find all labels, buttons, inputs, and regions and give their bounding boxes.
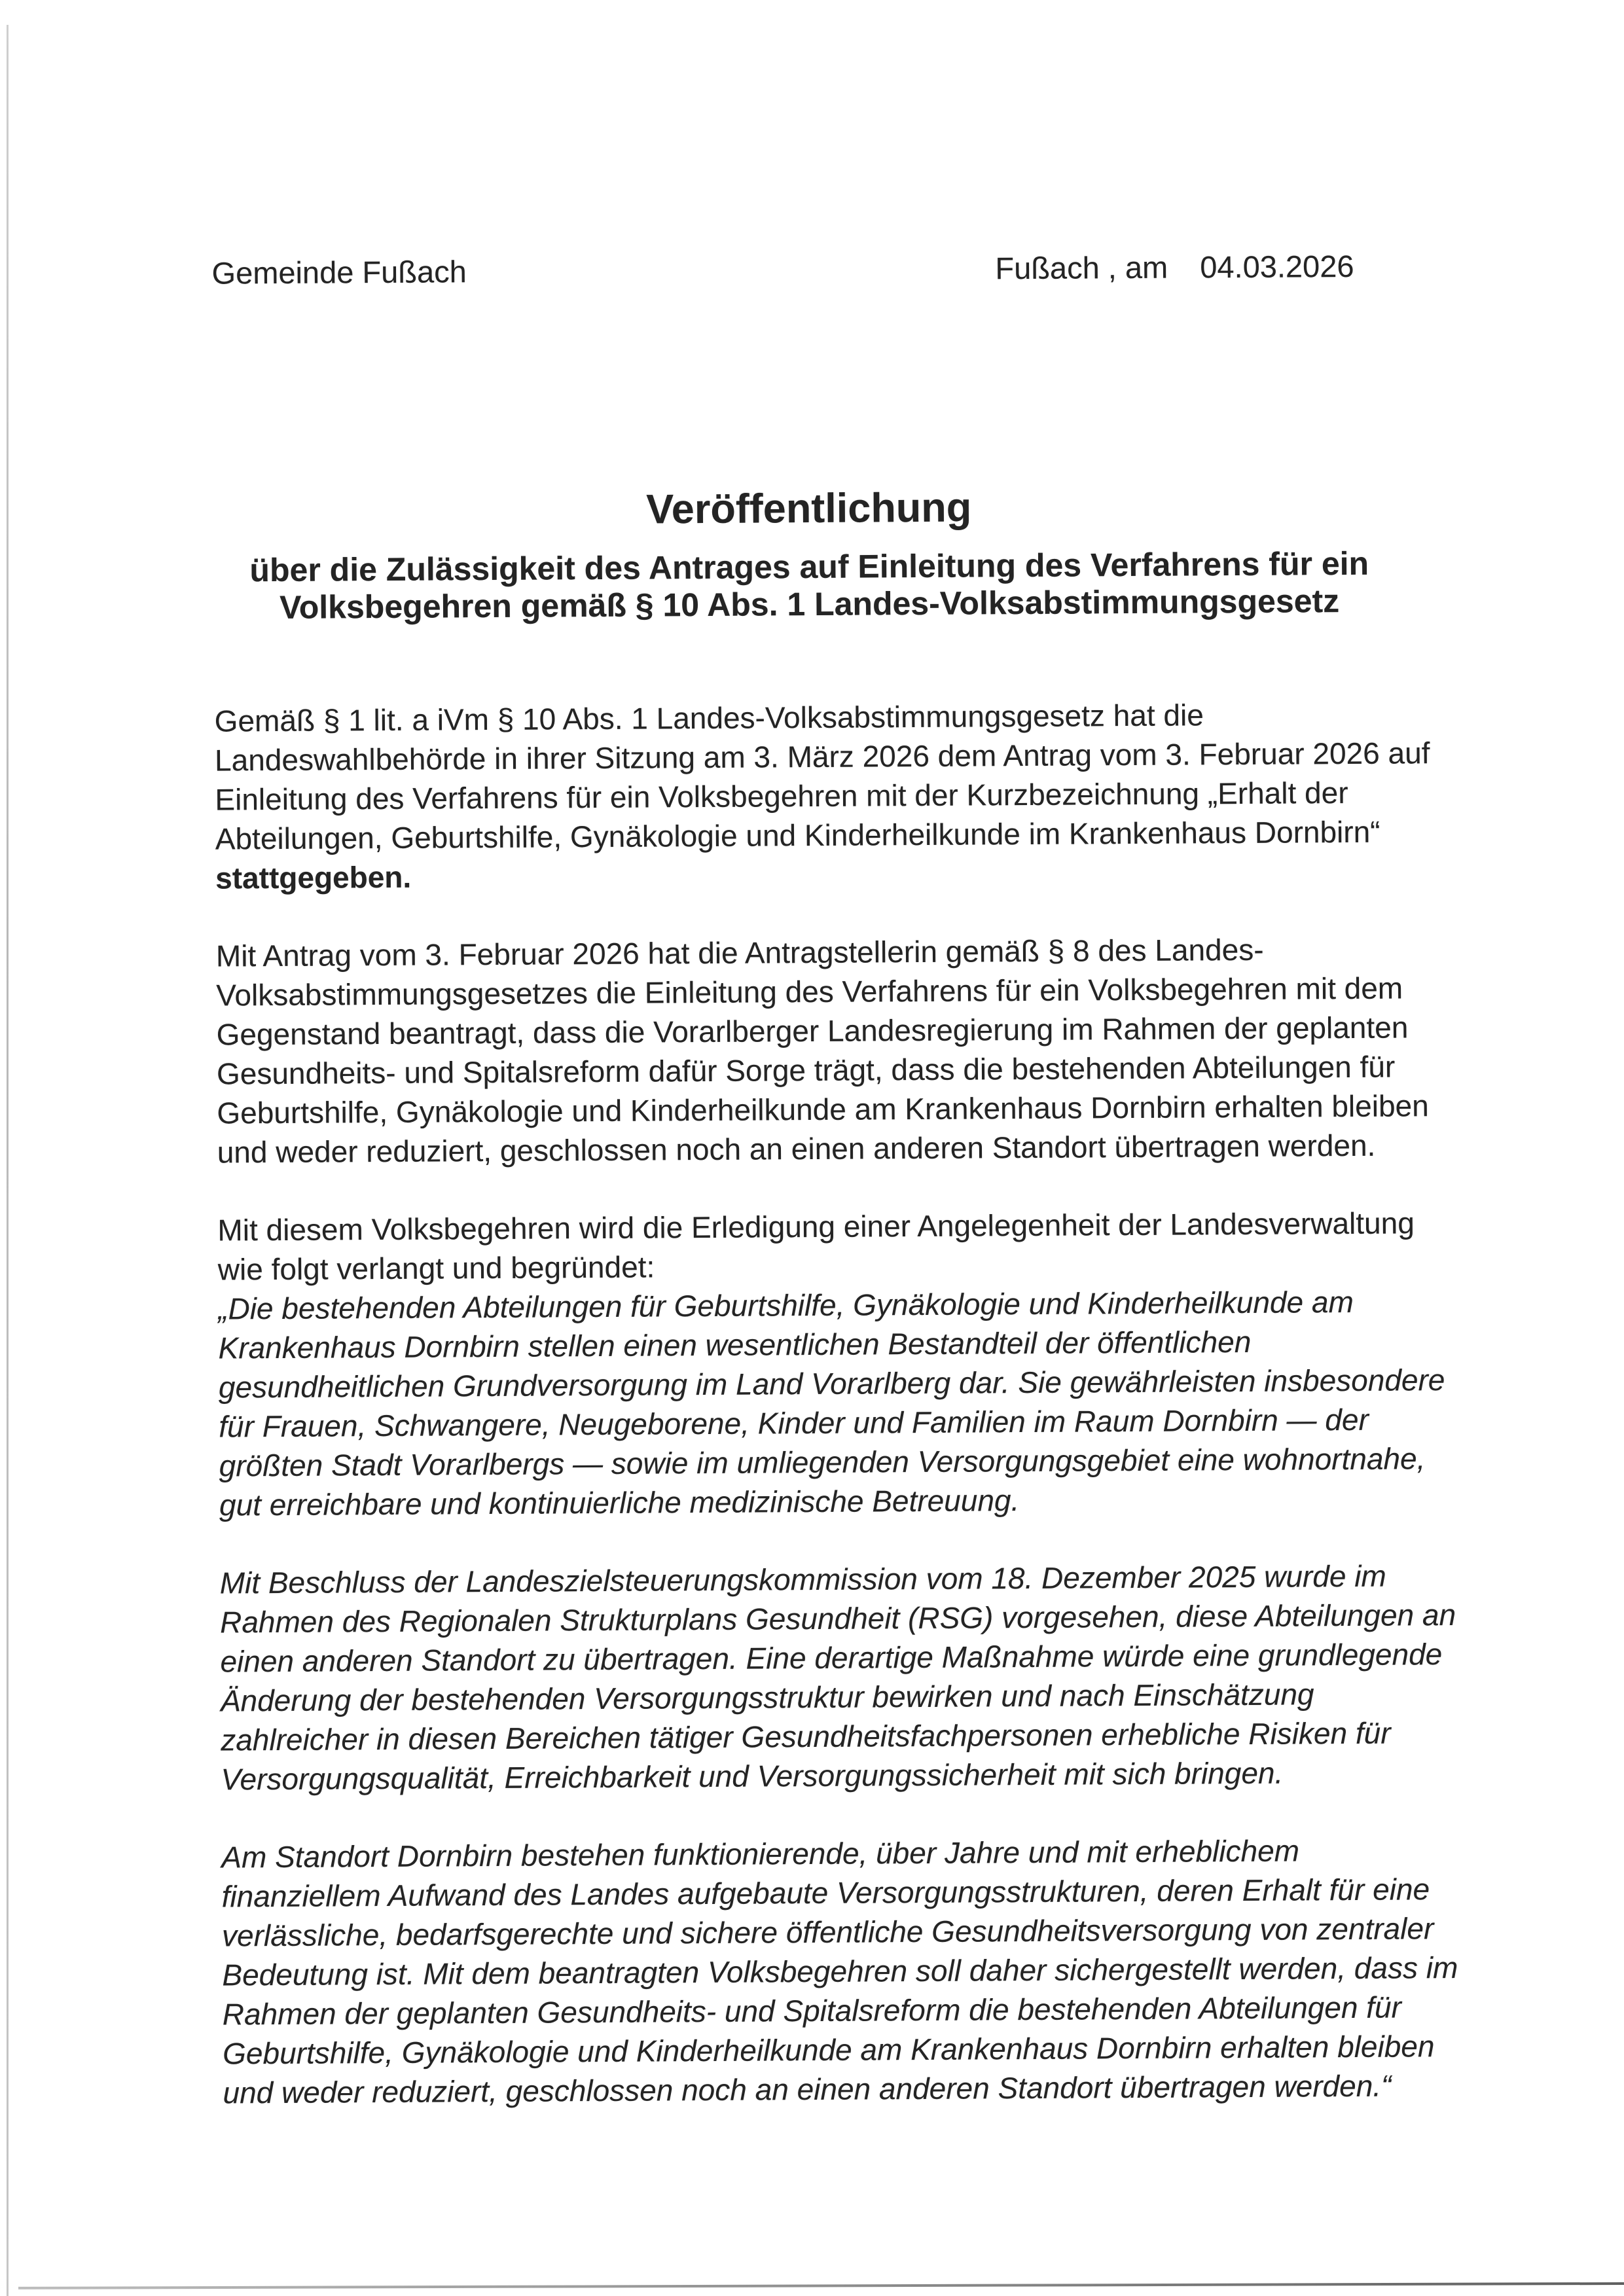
paragraph-demand-intro: Mit diesem Volksbegehren wird die Erledigung einer Angelegenheit der Landesverwaltung wie folgt verlangt und begründet:	[217, 1206, 1415, 1287]
paragraph-conclusion: Am Standort Dornbirn bestehen funktionierende, über Jahre und mit erheblichem finanziellem Aufwand des Landes aufgebaute Versorgungsstrukturen, deren Erhalt für eine verlässliche, bedarfsgerechte und sichere öffentliche Gesundheitsversorgung von zentraler Bedeutung ist. Mit dem beantragten Volksbegehren soll daher sichergestellt werden, dass im Rahmen der geplanten Gesundheits- und Spitalsreform die bestehenden Abteilungen für Geburtshilfe, Gynäkologie und Kinderheilkunde am Krankenhaus Dornbirn erhalten bleiben und weder reduziert, geschlossen noch an einen anderen Standort übertragen werden.“	[221, 1833, 1458, 2110]
document-title: Veröffentlichung	[646, 484, 972, 533]
scan-edge-left-line	[7, 25, 9, 2296]
issuer-name: Gemeinde Fußach	[211, 254, 467, 291]
document-body	[215, 694, 1493, 2151]
place-and-date	[995, 248, 1354, 287]
document-header	[211, 247, 1403, 291]
place-label: Fußach , am	[995, 249, 1168, 286]
paragraph-decision	[215, 694, 1486, 898]
paragraph-decision-emphasis: stattgegeben.	[215, 859, 412, 895]
paragraph-rsg-decision: Mit Beschluss der Landeszielsteuerungskommission vom 18. Dezember 2025 wurde im Rahmen des Regionalen Strukturplans Gesundheit (RSG) vorgesehen, diese Abteilungen an einen anderen Standort zu übertragen. Eine derartige Maßnahme würde eine grundlegende Änderung der bestehenden Versorgungsstruktur bewirken und nach Einschätzung zahlreicher in diesen Bereichen tätiger Gesundheitsfachpersonen erhebliche Risiken für Versorgungsqualität, Erreichbarkeit und Versorgungssicherheit mit sich bringen.	[219, 1558, 1456, 1797]
document-date: 04.03.2026	[1200, 248, 1354, 285]
paragraph-demand	[217, 1203, 1489, 1525]
document-subtitle: über die Zulässigkeit des Antrages auf Einleitung des Verfahrens für ein Volksbegehren gemäß § 10 Abs. 1 Landes-Volksabstimmungsgesetz	[249, 545, 1369, 626]
paragraph-request: Mit Antrag vom 3. Februar 2026 hat die Antragstellerin gemäß § 8 des Landes- Volksabstimmungsgesetzes die Einleitung des Verfahrens für ein Volksbegehren mit dem Gegenstand beantragt, dass die Vorarlberger Landesregierung im Rahmen der geplanten Gesundheits- und Spitalsreform dafür Sorge trägt, dass die bestehenden Abteilungen für Geburtshilfe, Gynäkologie und Kinderheilkunde am Krankenhaus Dornbirn erhalten bleiben und weder reduziert, geschlossen noch an einen anderen Standort übertragen werden.	[215, 932, 1429, 1170]
paragraph-decision-text: Gemäß § 1 lit. a iVm § 10 Abs. 1 Landes-Volksabstimmungsgesetz hat die Landeswahlbehörde in ihrer Sitzung am 3. März 2026 dem Antrag vom 3. Februar 2026 auf Einleitung des Verfahrens für ein Volksbegehren mit der Kurzbezeichnung „Erhalt der Abteilungen, Geburtshilfe, Gynäkologie und Kinderheilkunde im Krankenhaus Dornbirn“	[214, 698, 1430, 856]
paragraph-demand-quote: „Die bestehenden Abteilungen für Geburtshilfe, Gynäkologie und Kinderheilkunde am Krankenhaus Dornbirn stellen einen wesentlichen Bestandteil der öffentlichen gesundheitlichen Grundversorgung im Land Vorarlberg dar. Sie gewährleisten insbesondere für Frauen, Schwangere, Neugeborene, Kinder und Familien im Raum Dornbirn — der größten Stadt Vorarlbergs — sowie im umliegenden Versorgungsgebiet eine wohnortnahe, gut erreichbare und kontinuierliche medizinische Betreuung.	[218, 1284, 1445, 1522]
